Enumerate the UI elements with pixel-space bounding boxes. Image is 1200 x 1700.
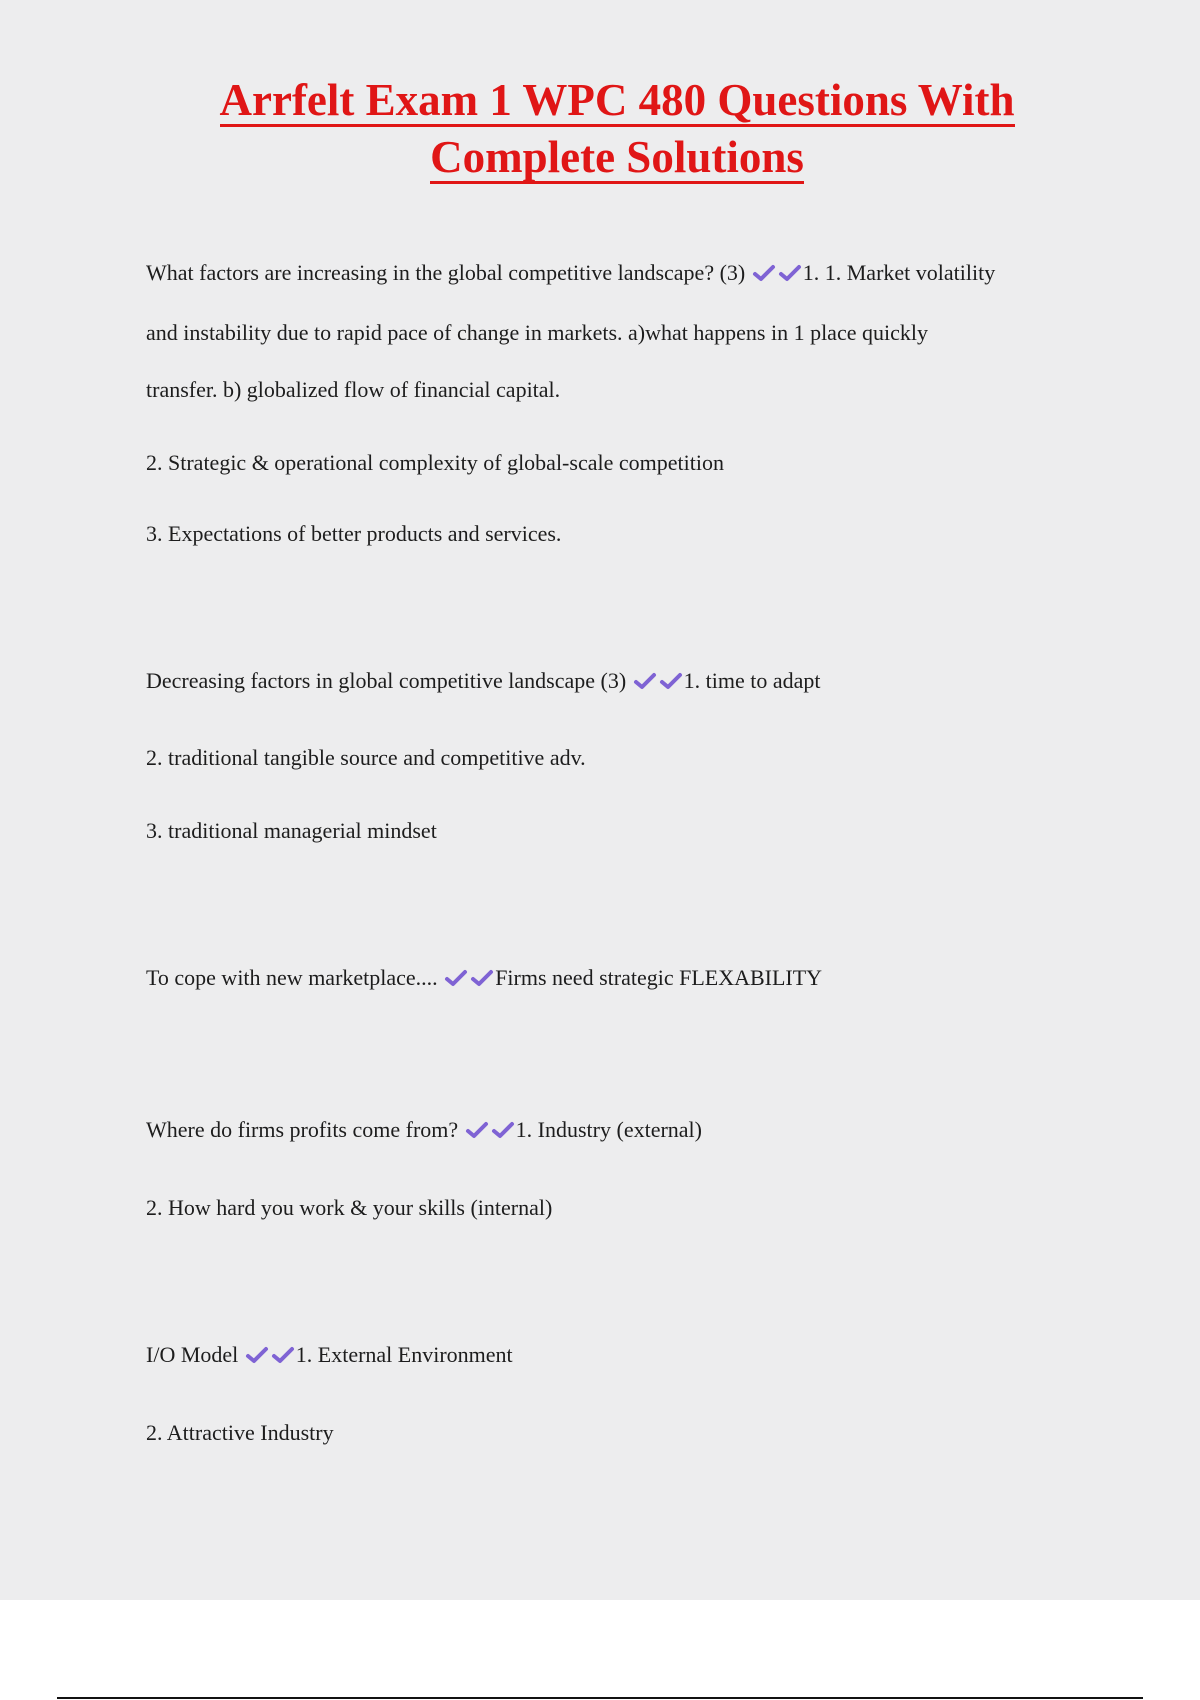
answer-text: 1. time to adapt bbox=[683, 668, 821, 693]
title-line-2: Complete Solutions bbox=[430, 132, 804, 182]
answer-continuation: and instability due to rapid pace of change in markets. a)what happens in 1 place quickly bbox=[146, 320, 928, 345]
page-footer-rule bbox=[57, 1697, 1143, 1699]
qa-line bbox=[146, 965, 822, 991]
checkmark-icon bbox=[752, 263, 776, 283]
qa-line bbox=[146, 1342, 513, 1368]
checkmark-icon bbox=[444, 968, 468, 988]
answer-text: 1. External Environment bbox=[295, 1342, 513, 1367]
qa-line bbox=[146, 668, 821, 694]
checkmark-icon bbox=[465, 1120, 489, 1140]
answer-text: Firms need strategic FLEXABILITY bbox=[495, 965, 823, 990]
question-text: What factors are increasing in the global competitive landscape? (3) bbox=[146, 260, 746, 285]
question-text: To cope with new marketplace.... bbox=[146, 965, 438, 990]
qa-line bbox=[146, 260, 995, 286]
checkmark-icon bbox=[271, 1345, 295, 1365]
document-title bbox=[0, 72, 1200, 186]
checkmark-icon bbox=[245, 1345, 269, 1365]
answer-item: 3. Expectations of better products and services. bbox=[146, 521, 562, 546]
answer-item: 3. traditional managerial mindset bbox=[146, 818, 437, 843]
qa-line bbox=[146, 1117, 702, 1143]
answer-item: 2. Attractive Industry bbox=[146, 1420, 334, 1445]
question-text: Where do firms profits come from? bbox=[146, 1117, 459, 1142]
answer-text: 1. Industry (external) bbox=[515, 1117, 702, 1142]
answer-text: 1. 1. Market volatility bbox=[802, 260, 996, 285]
question-text: Decreasing factors in global competitive landscape (3) bbox=[146, 668, 627, 693]
checkmark-icon bbox=[778, 263, 802, 283]
answer-item: 2. How hard you work & your skills (internal) bbox=[146, 1195, 553, 1220]
question-text: I/O Model bbox=[146, 1342, 239, 1367]
checkmark-icon bbox=[659, 671, 683, 691]
checkmark-icon bbox=[633, 671, 657, 691]
checkmark-icon bbox=[470, 968, 494, 988]
answer-item: 2. Strategic & operational complexity of global-scale competition bbox=[146, 450, 724, 475]
title-line-1: Arrfelt Exam 1 WPC 480 Questions With bbox=[219, 75, 1015, 125]
answer-continuation: transfer. b) globalized flow of financial capital. bbox=[146, 377, 561, 402]
checkmark-icon bbox=[491, 1120, 515, 1140]
answer-item: 2. traditional tangible source and competitive adv. bbox=[146, 745, 586, 770]
